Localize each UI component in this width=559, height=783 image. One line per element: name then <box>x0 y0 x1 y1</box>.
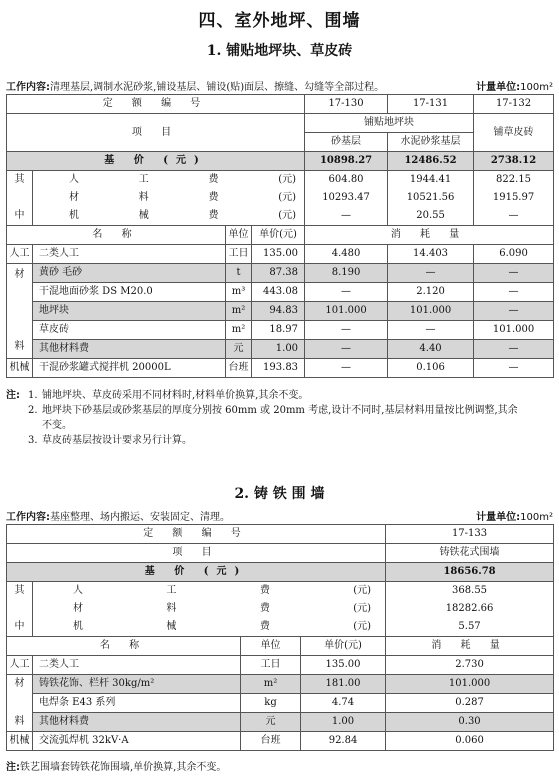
fee-value: 10293.47 <box>305 189 388 207</box>
cat-labor: 人工 <box>7 245 33 264</box>
chapter-title: 四、室外地坪、围墙 <box>198 11 361 31</box>
material-value: — <box>388 264 474 283</box>
material-name: 黄砂 毛砂 <box>33 264 226 283</box>
section2-notes <box>6 760 531 775</box>
base-price: 10898.27 <box>305 152 388 171</box>
machine-name: 交流弧焊机 32kV·A <box>33 732 241 751</box>
table-row <box>7 563 554 582</box>
table-row <box>7 340 554 359</box>
material-name: 其他材料费 <box>33 713 241 732</box>
material-unit: m³ <box>226 283 252 302</box>
material-price: 87.38 <box>252 264 305 283</box>
machine-price: 193.83 <box>252 359 305 378</box>
machine-value: — <box>305 359 388 378</box>
qi-label: 其 <box>7 582 33 601</box>
section1-unit: 100m² <box>520 82 553 93</box>
col-price: 单价(元) <box>301 637 386 656</box>
table-row <box>7 171 554 190</box>
zhong-label: 中 <box>7 618 33 637</box>
cat-machine: 机械 <box>7 732 33 751</box>
table-row <box>7 264 554 283</box>
material-value: 2.120 <box>388 283 474 302</box>
material-price: 4.74 <box>301 694 386 713</box>
zhong-label: 中 <box>7 207 33 226</box>
fee-label: 机 械 费 (元) <box>33 618 386 637</box>
machine-unit: 台班 <box>241 732 301 751</box>
subheader: 砂基层 <box>305 133 388 152</box>
code-cell: 17-133 <box>386 525 554 544</box>
section1-work-label: 工作内容: <box>6 82 50 93</box>
section1-notes <box>6 388 553 448</box>
fee-value: 1944.41 <box>388 171 474 190</box>
material-value: — <box>474 340 554 359</box>
labor-value: 4.480 <box>305 245 388 264</box>
base-price: 12486.52 <box>388 152 474 171</box>
table-row <box>7 618 554 637</box>
machine-value: — <box>474 359 554 378</box>
table-row <box>7 732 554 751</box>
material-value: 0.287 <box>386 694 554 713</box>
material-price: 181.00 <box>301 675 386 694</box>
base-price-label: 基 价 (元) <box>7 152 305 171</box>
section1-quota-table <box>6 94 554 378</box>
material-unit: t <box>226 264 252 283</box>
group-header: 铺贴地坪块 <box>305 114 474 133</box>
material-price: 443.08 <box>252 283 305 302</box>
section1-title: 1. 铺贴地坪块、草皮砖 <box>206 43 353 59</box>
labor-value: 6.090 <box>474 245 554 264</box>
material-price: 1.00 <box>252 340 305 359</box>
fee-value: 10521.56 <box>388 189 474 207</box>
fee-value: 368.55 <box>386 582 554 601</box>
table-row <box>7 207 554 226</box>
fee-value: 20.55 <box>388 207 474 226</box>
material-value: 101.000 <box>388 302 474 321</box>
labor-price: 135.00 <box>301 656 386 675</box>
machine-value: 0.106 <box>388 359 474 378</box>
fee-label: 人 工 费 (元) <box>33 582 386 601</box>
table-row <box>7 656 554 675</box>
section1-unit-label: 计量单位: <box>476 82 521 93</box>
table-row <box>7 302 554 321</box>
table-row <box>7 189 554 207</box>
section2-title: 2. 铸 铁 围 墙 <box>234 486 325 502</box>
table-row <box>7 245 554 264</box>
code-cell: 17-130 <box>305 95 388 114</box>
material-name: 电焊条 E43 系列 <box>33 694 241 713</box>
table-row <box>7 525 554 544</box>
machine-unit: 台班 <box>226 359 252 378</box>
material-value: 101.000 <box>474 321 554 340</box>
table-row <box>7 283 554 302</box>
qi-label: 其 <box>7 171 33 190</box>
fee-label: 机 械 费 (元) <box>33 207 305 226</box>
fee-value: 822.15 <box>474 171 554 190</box>
fee-value: 5.57 <box>386 618 554 637</box>
col-unit: 单位 <box>226 226 252 245</box>
fee-value: 604.80 <box>305 171 388 190</box>
labor-unit: 工日 <box>241 656 301 675</box>
labor-price: 135.00 <box>252 245 305 264</box>
material-value: — <box>305 340 388 359</box>
table-row <box>7 114 554 133</box>
table-row <box>7 152 554 171</box>
table-row <box>7 713 554 732</box>
cat-material: 材 料 <box>7 675 33 732</box>
material-unit: 元 <box>226 340 252 359</box>
col-consume: 消 耗 量 <box>386 637 554 656</box>
material-price: 18.97 <box>252 321 305 340</box>
note-item: 不变。 <box>42 420 72 431</box>
base-price: 2738.12 <box>474 152 554 171</box>
col-unit: 单位 <box>241 637 301 656</box>
cat-machine: 机械 <box>7 359 33 378</box>
fee-label: 材 料 费 (元) <box>33 600 386 618</box>
material-name: 地坪块 <box>33 302 226 321</box>
note-item: 3. 草皮砖基层按设计要求另行计算。 <box>28 435 192 446</box>
table-row <box>7 675 554 694</box>
note-item: 2. 地坪块下砂基层或砂浆基层的厚度分别按 60mm 或 20mm 考虑,设计不同时,基层材料用量按比例调整,其余 <box>28 405 518 416</box>
material-unit: kg <box>241 694 301 713</box>
labor-name: 二类人工 <box>33 656 241 675</box>
note-item: 铁艺围墙套铸铁花饰围墙,单价换算,其余不变。 <box>20 762 227 773</box>
col-consume: 消 耗 量 <box>305 226 554 245</box>
fee-value: 18282.66 <box>386 600 554 618</box>
machine-name: 干混砂浆罐式搅拌机 20000L <box>33 359 226 378</box>
fee-value: 1915.97 <box>474 189 554 207</box>
material-unit: m² <box>241 675 301 694</box>
table-row <box>7 637 554 656</box>
material-price: 1.00 <box>301 713 386 732</box>
material-value: — <box>388 321 474 340</box>
material-value: 8.190 <box>305 264 388 283</box>
material-name: 草皮砖 <box>33 321 226 340</box>
notes-label: 注: <box>6 390 20 401</box>
table-row <box>7 582 554 601</box>
material-unit: m² <box>226 302 252 321</box>
material-name: 铸铁花饰、栏杆 30kg/m² <box>33 675 241 694</box>
fee-value: — <box>305 207 388 226</box>
table-row <box>7 694 554 713</box>
section2-unit: 100m² <box>520 512 553 523</box>
section2-unit-label: 计量单位: <box>476 512 521 523</box>
material-unit: 元 <box>241 713 301 732</box>
table-row <box>7 600 554 618</box>
fee-label: 材 料 费 (元) <box>33 189 305 207</box>
material-price: 94.83 <box>252 302 305 321</box>
material-value: 4.40 <box>388 340 474 359</box>
base-price: 18656.78 <box>386 563 554 582</box>
table-row <box>7 359 554 378</box>
col-name: 名 称 <box>7 226 226 245</box>
machine-value: 0.060 <box>386 732 554 751</box>
material-value: — <box>305 283 388 302</box>
labor-name: 二类人工 <box>33 245 226 264</box>
fee-label: 人 工 费 (元) <box>33 171 305 190</box>
material-name: 干混地面砂浆 DS M20.0 <box>33 283 226 302</box>
item-label: 项 目 <box>7 544 386 563</box>
item-name: 铸铁花式围墙 <box>386 544 554 563</box>
labor-unit: 工日 <box>226 245 252 264</box>
material-value: — <box>474 302 554 321</box>
col-price: 单价(元) <box>252 226 305 245</box>
note-item: 1. 铺地坪块、草皮砖采用不同材料时,材料单价换算,其余不变。 <box>28 390 309 401</box>
notes-label: 注: <box>6 762 20 773</box>
base-price-label: 基 价 (元) <box>7 563 386 582</box>
section1-work-content: 清理基层,调制水泥砂浆,铺设基层、铺设(贴)面层、擦缝、勾缝等全部过程。 <box>50 82 385 93</box>
material-value: 0.30 <box>386 713 554 732</box>
material-unit: m² <box>226 321 252 340</box>
material-value: 101.000 <box>305 302 388 321</box>
subheader: 铺草皮砖 <box>474 114 554 152</box>
cat-labor: 人工 <box>7 656 33 675</box>
fee-value: — <box>474 207 554 226</box>
table-row <box>7 95 554 114</box>
machine-price: 92.84 <box>301 732 386 751</box>
material-value: 101.000 <box>386 675 554 694</box>
quota-label: 定 额 编 号 <box>7 525 386 544</box>
material-value: — <box>474 264 554 283</box>
col-name: 名 称 <box>7 637 241 656</box>
subheader: 水泥砂浆基层 <box>388 133 474 152</box>
table-row <box>7 544 554 563</box>
section2-quota-table <box>6 524 554 751</box>
labor-value: 2.730 <box>386 656 554 675</box>
section2-work-label: 工作内容: <box>6 512 50 523</box>
section2-work-content: 基座整理、场内搬运、安装固定、清理。 <box>50 512 230 523</box>
table-row <box>7 226 554 245</box>
code-cell: 17-132 <box>474 95 554 114</box>
labor-value: 14.403 <box>388 245 474 264</box>
material-name: 其他材料费 <box>33 340 226 359</box>
table-row <box>7 321 554 340</box>
code-cell: 17-131 <box>388 95 474 114</box>
cat-material: 材 料 <box>7 264 33 359</box>
item-label: 项 目 <box>7 114 305 152</box>
material-value: — <box>474 283 554 302</box>
quota-label: 定 额 编 号 <box>7 95 305 114</box>
material-value: — <box>305 321 388 340</box>
